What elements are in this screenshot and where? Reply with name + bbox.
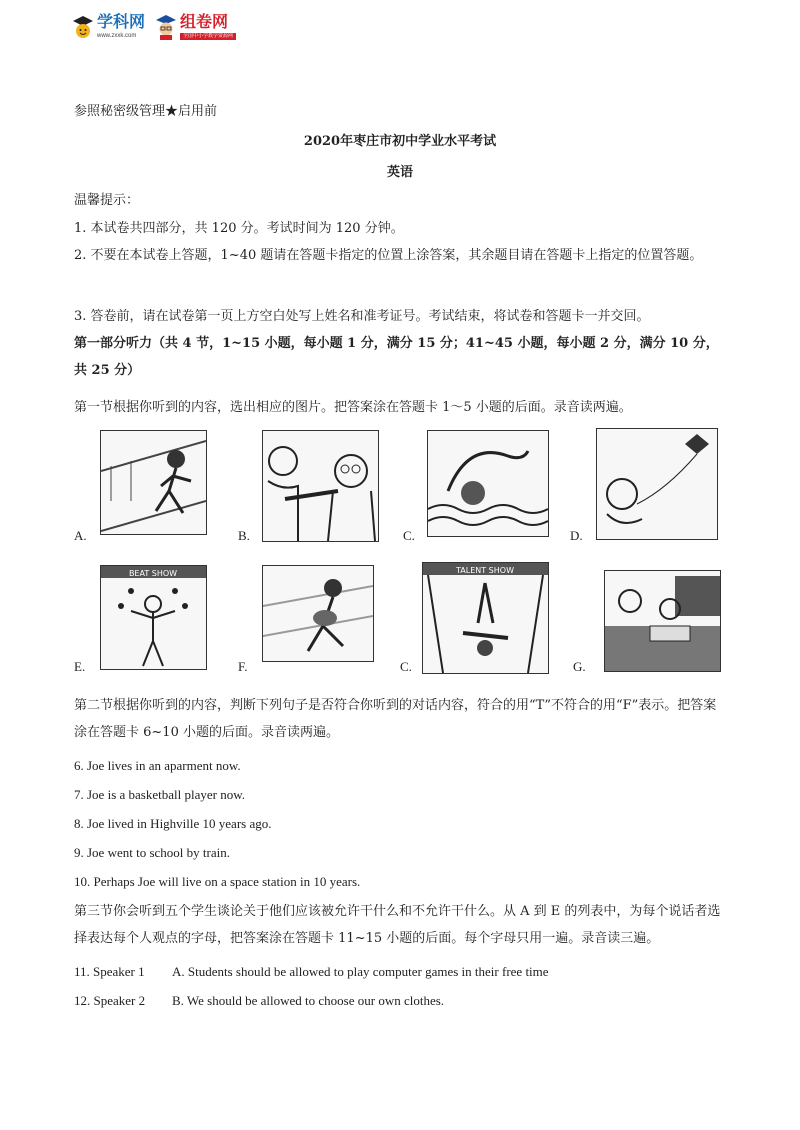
xkw-url: www.zxxk.com xyxy=(97,33,137,39)
zjw-tagline: 全国中小学教学资源网 xyxy=(180,33,236,40)
speaker-option: A. Students should be allowed to play computer games in their free time xyxy=(172,964,549,979)
show-caption: TALENT SHOW xyxy=(456,566,514,575)
flute-players-illustration xyxy=(263,431,378,541)
picture-guitar xyxy=(262,565,374,662)
pic-label: G. xyxy=(573,659,586,674)
exam-title: 2020年枣庄市初中学业水平考试 xyxy=(303,134,497,149)
zjw-name: 组卷网 xyxy=(180,13,229,31)
tip-item: 1. 本试卷共四部分，共 120 分。考试时间为 120 分钟。 xyxy=(74,221,404,236)
show-caption: BEAT SHOW xyxy=(128,569,178,578)
pic-label: A. xyxy=(74,528,87,543)
picture-kite xyxy=(596,428,718,540)
picture-swimming xyxy=(427,430,549,537)
speaker-option: B. We should be allowed to choose our own clothes. xyxy=(172,993,445,1008)
statement-item: 7. Joe is a basketball player now. xyxy=(74,787,245,802)
statement-item: 10. Perhaps Joe will live on a space station in 10 years. xyxy=(74,874,361,889)
picture-talent-show xyxy=(422,562,549,674)
zjw-logo xyxy=(155,14,236,40)
pic-label: E. xyxy=(74,659,86,674)
tip-item: 3. 答卷前，请在试卷第一页上方空白处写上姓名和准考证号。考试结束，将试卷和答题卡一并交回。 xyxy=(74,309,650,324)
swimmer-illustration xyxy=(428,431,548,536)
pic-label: C. xyxy=(400,659,412,674)
speaker-row xyxy=(74,993,444,1009)
graduate-cap-icon xyxy=(72,14,94,40)
kite-flying-illustration xyxy=(597,429,717,539)
pic-label: D. xyxy=(570,528,583,543)
guitar-player-illustration xyxy=(263,566,373,661)
talent-show-illustration xyxy=(423,563,548,673)
picture-juggling xyxy=(100,565,207,670)
section3-instruction: 第三节你会听到五个学生谈论关于他们应该被允许干什么和不允许干什么。从 A 到 E 的列表中，为每个说话者选择表达每个人观点的字母，把答案涂在答题卡 11~15 小题的后面。每个字母只用一遍。录音读三遍。 xyxy=(74,904,721,946)
speaker-label: 12. Speaker 2 xyxy=(74,993,146,1008)
pic-label: C. xyxy=(403,528,415,543)
picture-flute xyxy=(262,430,379,542)
speaker-row xyxy=(74,964,549,980)
picture-running xyxy=(100,430,207,535)
speaker-label: 11. Speaker 1 xyxy=(74,964,145,979)
juggler-illustration xyxy=(101,566,206,669)
classroom-illustration xyxy=(605,571,720,671)
section2-instruction: 第二节根据你听到的内容，判断下列句子是否符合你听到的对话内容，符合的用“T”不符合的用“F”表示。把答案涂在答题卡 6~10 小题的后面。录音读两遍。 xyxy=(74,698,717,740)
statement-item: 8. Joe lived in Highville 10 years ago. xyxy=(74,816,272,831)
statement-item: 6. Joe lives in an aparment now. xyxy=(74,758,241,773)
xkw-logo xyxy=(72,14,145,40)
running-boy-illustration xyxy=(101,431,206,534)
header-logos xyxy=(72,10,236,44)
student-icon xyxy=(155,14,177,40)
pic-label: F. xyxy=(238,659,248,674)
tips-heading: 温馨提示： xyxy=(74,193,140,208)
section1-instruction: 第一节根据你听到的内容，选出相应的图片。把答案涂在答题卡 1～5 小题的后面。录音读两遍。 xyxy=(74,400,632,415)
secret-level: 参照秘密级管理★启用前 xyxy=(74,104,218,119)
xkw-name: 学科网 xyxy=(97,14,146,31)
pic-label: B. xyxy=(238,528,250,543)
tip-item: 2. 不要在本试卷上答题，1~40 题请在答题卡指定的位置上涂答案，其余题目请在答题卡上指定的位置答题。 xyxy=(74,248,703,263)
picture-classroom xyxy=(604,570,721,672)
subject-title: 英语 xyxy=(386,165,413,180)
part1-heading: 第一部分听力（共 4 节，1~15 小题，每小题 1 分，满分 15 分；41~45 小题，每小题 2 分，满分 10 分，共 25 分） xyxy=(74,336,719,378)
statement-item: 9. Joe went to school by train. xyxy=(74,845,230,860)
